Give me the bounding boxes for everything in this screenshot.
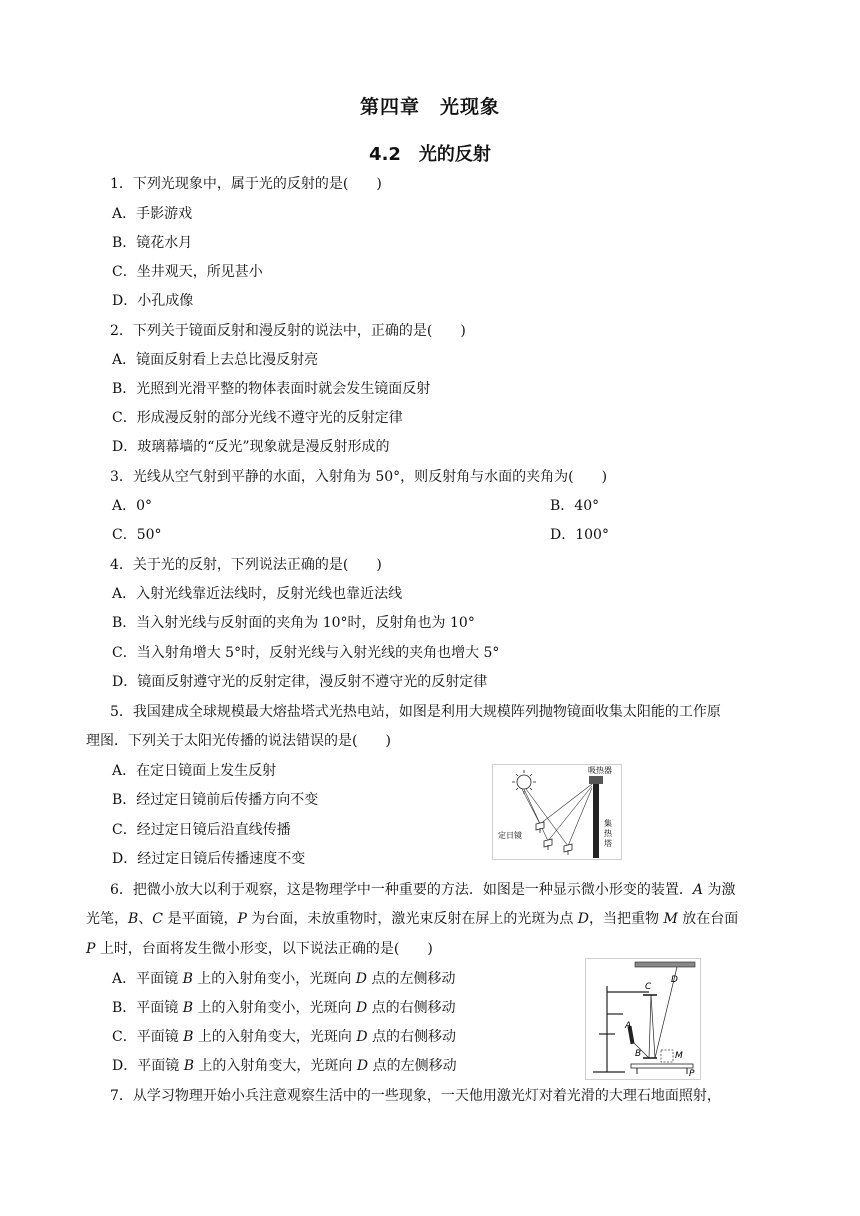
q4-stem: 4．关于光的反射，下列说法正确的是( ) <box>110 557 382 573</box>
screen <box>635 962 695 967</box>
fig-label-tower-3: 塔 <box>604 839 612 848</box>
platform-p <box>631 1064 693 1068</box>
q4-option-c: C．当入射角增大 5°时，反射光线与入射光线的夹角也增大 5° <box>112 645 500 661</box>
q2-option-c: C．形成漫反射的部分光线不遵守光的反射定律 <box>112 410 403 426</box>
q5-option-c: C．经过定日镜后沿直线传播 <box>112 822 291 838</box>
heat-tower <box>593 780 599 858</box>
q4-option-d: D．镜面反射遵守光的反射定律，漫反射不遵守光的反射定律 <box>112 674 488 690</box>
q6-option-d: D．平面镜 B 上的入射角变大，光斑向 D 点的左侧移动 <box>112 1058 457 1074</box>
q1-option-c: C．坐井观天，所见甚小 <box>112 264 263 280</box>
q1-option-a: A．手影游戏 <box>112 206 193 222</box>
fig-label-heliostat: 定日镜 <box>498 831 522 840</box>
q6-apparatus-figure <box>585 958 701 1080</box>
fig-label-tower-1: 集 <box>604 819 612 828</box>
q2-option-d: D．玻璃幕墙的“反光”现象就是漫反射形成的 <box>112 439 390 455</box>
q3-option-c: C．50° <box>112 527 162 543</box>
q6-option-a: A．平面镜 B 上的入射角变小，光斑向 D 点的左侧移动 <box>112 971 456 987</box>
q5-option-d: D．经过定日镜后传播速度不变 <box>112 851 306 867</box>
q4-option-a: A．入射光线靠近法线时，反射光线也靠近法线 <box>112 586 403 602</box>
fig-label-a: A <box>625 1021 632 1031</box>
q5-option-b: B．经过定日镜前后传播方向不变 <box>112 792 319 808</box>
q6-stem-line2: 光笔，B、C 是平面镜，P 为台面，未放重物时，激光束反射在屏上的光斑为点 D，当把重物 M 放在台面 <box>86 911 739 927</box>
q3-option-a: A．0° <box>112 498 153 514</box>
fig-label-c: C <box>645 982 652 992</box>
q2-stem: 2．下列关于镜面反射和漫反射的说法中，正确的是( ) <box>110 323 466 339</box>
q1-option-b: B．镜花水月 <box>112 235 193 251</box>
q5-stem-line2: 理图．下列关于太阳光传播的说法错误的是( ) <box>86 733 391 749</box>
fig-label-b: B <box>635 1049 642 1059</box>
q2-option-b: B．光照到光滑平整的物体表面时就会发生镜面反射 <box>112 381 431 397</box>
fig-label-tower-2: 热 <box>604 829 612 838</box>
q3-option-b: B．40° <box>550 498 600 514</box>
q5-solar-tower-figure <box>492 764 622 860</box>
q5-option-a: A．在定日镜面上发生反射 <box>112 763 277 779</box>
q1-option-d: D．小孔成像 <box>112 293 194 309</box>
q6-option-c: C．平面镜 B 上的入射角变大，光斑向 D 点的右侧移动 <box>112 1029 457 1045</box>
fig-label-d: D <box>671 975 678 985</box>
q2-option-a: A．镜面反射看上去总比漫反射亮 <box>112 352 319 368</box>
q3-option-d: D．100° <box>550 527 609 543</box>
q5-stem-line1: 5．我国建成全球规模最大熔盐塔式光热电站，如图是利用大规模阵列抛物镜面收集太阳能的工作原 <box>110 704 721 720</box>
q6-stem-line1: 6．把微小放大以利于观察，这是物理学中一种重要的方法．如图是一种显示微小形变的装置．A 为激 <box>110 882 736 898</box>
section-title: 4.2 光的反射 <box>369 144 491 165</box>
q6-stem-line3: P 上时，台面将发生微小形变，以下说法正确的是( ) <box>86 941 433 957</box>
q7-stem: 7．从学习物理开始小兵注意观察生活中的一些现象，一天他用激光灯对着光滑的大理石地面照射， <box>110 1088 721 1104</box>
chapter-title: 第四章 光现象 <box>359 96 500 118</box>
fig-label-absorber: 吸热器 <box>588 766 612 775</box>
absorber <box>589 776 603 784</box>
q1-stem: 1．下列光现象中，属于光的反射的是( ) <box>110 176 382 192</box>
q4-option-b: B．当入射光线与反射面的夹角为 10°时，反射角也为 10° <box>112 615 475 631</box>
q3-stem: 3．光线从空气射到平静的水面，入射角为 50°，则反射角与水面的夹角为( ) <box>110 469 608 485</box>
q6-option-b: B．平面镜 B 上的入射角变小，光斑向 D 点的右侧移动 <box>112 1000 456 1016</box>
fig-label-m: M <box>675 1051 683 1061</box>
fig-label-p: P <box>689 1069 695 1079</box>
